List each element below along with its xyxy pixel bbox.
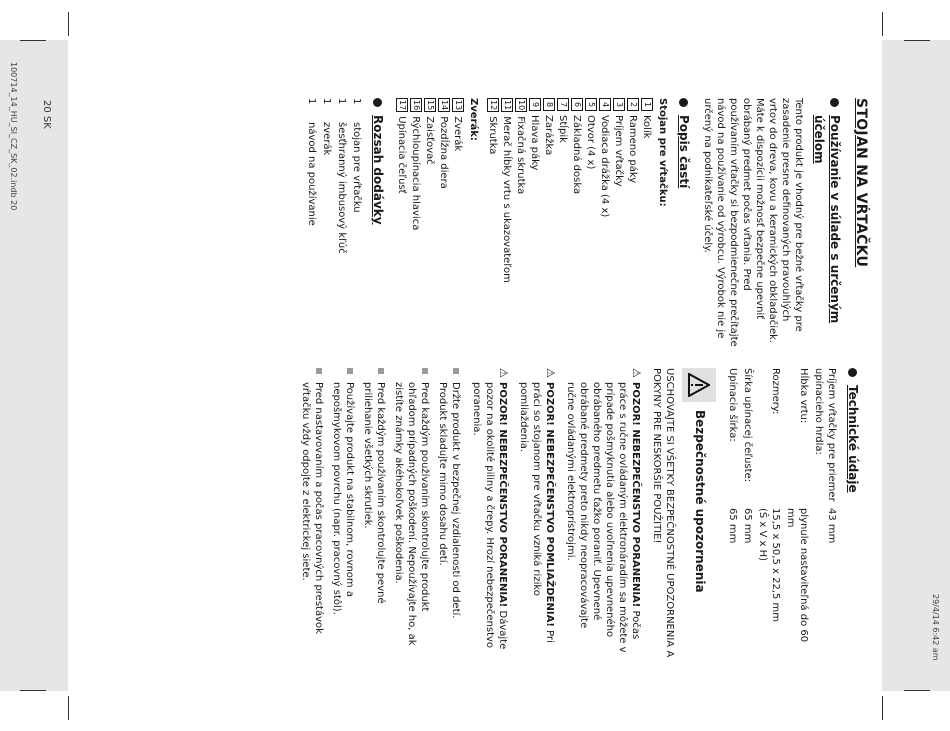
- list-item: 12 Skrutka: [487, 100, 499, 155]
- warning-item: ⚠ POZOR! NEBEZPEČENSTVO PORANENIA! Počas práce s ručne ovládaným elektronáradím sa môžete v prípade pošmyknutia alebo uvoľnenia upevneného obrábaného predmetu ťažko poraniť. Upevnené obrábané predmety preto nikdy neopracovávajte ručne ovládanými elektroprístrojmi.: [565, 368, 644, 653]
- crop-mark: [882, 12, 883, 36]
- spec-value: plynule nastaviteľná do 60 mm: [785, 508, 810, 643]
- technical-heading: Technické údaje: [844, 368, 860, 658]
- square-bullet-icon: [378, 368, 384, 374]
- list-item: 7 Stĺpik: [556, 98, 569, 348]
- square-bullet-icon: [422, 368, 428, 374]
- list-item: 9 Hlava páky: [528, 98, 541, 348]
- list-item: 13 Zverák: [452, 100, 464, 152]
- technical-spec-table: [726, 368, 838, 658]
- safety-heading: Bezpečnostné upozornenia: [682, 368, 716, 658]
- spec-key: Šírka upínacej čeľuste:: [742, 368, 754, 483]
- crop-mark: [20, 40, 46, 41]
- spec-key: Upínacia šírka:: [727, 368, 739, 442]
- bullet-dot-icon: [848, 368, 857, 377]
- intended-use-text: Tento produkt je vhodný pre bežné vŕtačky pre zasadenie presne definovaných pravouhlých vrtov do dreva, kovu a keramických obkladačiek. Máte k dispozícii možnosť bezpečne upevniť obrábaný predmet počas vŕtania. Pred používaním vŕtačky si bezpodmienečne prečítajte návod na používanie od výrobcu. Výrobok nie je určený na podnikateľské účely.: [701, 98, 804, 347]
- crop-mark: [882, 696, 883, 720]
- list-item: Pred každým používaním skontrolujte pevné priliehanie všetkých skrutiek.: [361, 368, 387, 658]
- spec-value: 65 mm: [742, 508, 754, 544]
- list-item: 4 Vodiaca drážka (4 x): [598, 98, 611, 348]
- crop-mark: [904, 690, 930, 691]
- list-item: Používajte produkt na stabilnom, rovnom a nepošmykovom povrchu (napr. pracovný stôl).: [330, 368, 356, 658]
- list-item: 17 Upínacia čeľusť: [396, 100, 408, 194]
- list-item: 2 Rameno páky: [626, 98, 639, 348]
- keep-instructions-notice: USCHOVAJTE SI VŠETKY BEZPEČNOSTNÉ UPOZORNENIA A POKYNY PRE NESKORŠIE POUŽITIE!: [651, 368, 676, 658]
- vise-parts-list: [395, 98, 464, 348]
- list-item: 6 Základná doska: [570, 98, 583, 348]
- list-item: Pred každým používaním skontrolujte produkt ohľadom prípadných poškodení. Nepoužívajte ho, ak zistíte známky akéhokoľvek poškodenia.: [392, 368, 431, 658]
- safety-bullet-list: [299, 368, 462, 658]
- square-bullet-icon: [453, 368, 459, 374]
- bullet-dot-icon: [830, 98, 839, 107]
- warning-item: ⚠ POZOR! NEBEZPEČENSTVO POMLIAŽDENIA! Pri práci so stojanom pre vŕtačku vzniká riziko pomliaždenia.: [518, 368, 558, 643]
- list-item: 16 Rýchloupínacia hlavica: [410, 100, 422, 231]
- vise-label: Zverák:: [468, 98, 480, 141]
- slug-date-info: 29/4/14 6:42 am: [931, 594, 940, 661]
- bullet-dot-icon: [373, 98, 382, 107]
- list-item: 15 Zaisťovač: [424, 100, 436, 165]
- warning-triangle-icon: [682, 368, 716, 402]
- list-item: 5 Otvor (4 x): [584, 98, 597, 348]
- warning-item: ⚠ POZOR! NEBEZPEČENSTVO PORANENIA! Dávajte pozor na okolité piliny a črepy. Hrozí nebezpečenstvo poranenia.: [471, 368, 511, 650]
- list-item: 8 Zarážka: [542, 98, 555, 348]
- list-item: 1 šesťhranný imbusový kľúč: [336, 98, 348, 254]
- spec-value: 65 mm: [727, 508, 739, 544]
- warning-triangle-icon: ⚠: [630, 368, 644, 378]
- bullet-dot-icon: [679, 98, 688, 107]
- intended-use-heading: Používanie v súlade s určeným účelom: [811, 98, 842, 348]
- left-column: [303, 98, 870, 348]
- list-item: 11 Merač hĺbky vrtu s ukazovateľom: [501, 100, 513, 283]
- spec-key: Rozmery:: [770, 368, 782, 415]
- spec-value: 15,5 x 50,5 x 22,5 mm (Š x V x H): [757, 508, 782, 623]
- list-item: 10 Fixačná skrutka: [515, 100, 527, 195]
- crop-mark: [904, 40, 930, 41]
- list-item: 1 návod na používanie: [306, 98, 318, 226]
- list-item: 14 Pozdĺžna diera: [438, 100, 450, 189]
- crop-mark: [68, 12, 69, 36]
- crop-mark: [68, 696, 69, 720]
- square-bullet-icon: [316, 368, 322, 374]
- list-item: 3 Príjem vŕtačky: [612, 98, 625, 348]
- spec-value: 43 mm: [826, 508, 838, 544]
- list-item: Držte produkt v bezpečnej vzdialenosti od detí. Produkt skladujte mimo dosahu detí.: [436, 368, 462, 658]
- spec-key: Hĺbka vrtu:: [798, 368, 810, 424]
- parts-heading: Popis častí: [675, 98, 691, 348]
- list-item: 1 zverák: [321, 98, 333, 156]
- list-item: Pred nastavovaním a počas pracovných prestávok vŕtačku vždy odpojte z elektrickej siete.: [299, 368, 325, 658]
- spec-key: Príjem vŕtačky pre priemer upínacieho hrdla:: [813, 368, 838, 502]
- square-bullet-icon: [347, 368, 353, 374]
- warning-triangle-icon: ⚠: [497, 368, 511, 378]
- crop-mark: [20, 690, 46, 691]
- right-column: [294, 368, 870, 658]
- page-number: 20 SK: [41, 100, 52, 129]
- stand-label: Stojan pre vŕtačku:: [657, 98, 669, 207]
- stand-parts-list: [486, 98, 653, 348]
- scope-heading: Rozsah dodávky: [369, 98, 385, 348]
- list-item: 1 stojan pre vŕtačku: [351, 98, 363, 213]
- scope-list: [305, 98, 363, 348]
- slug-file-info: 100714_14_HU_SI_CZ_SK_02.indb 20: [9, 62, 18, 211]
- list-item: 1 Kolík: [640, 98, 653, 348]
- document-title: STOJAN NA VŔTAČKU: [853, 98, 869, 268]
- document-page: [90, 98, 870, 658]
- warning-triangle-icon: ⚠: [544, 368, 558, 378]
